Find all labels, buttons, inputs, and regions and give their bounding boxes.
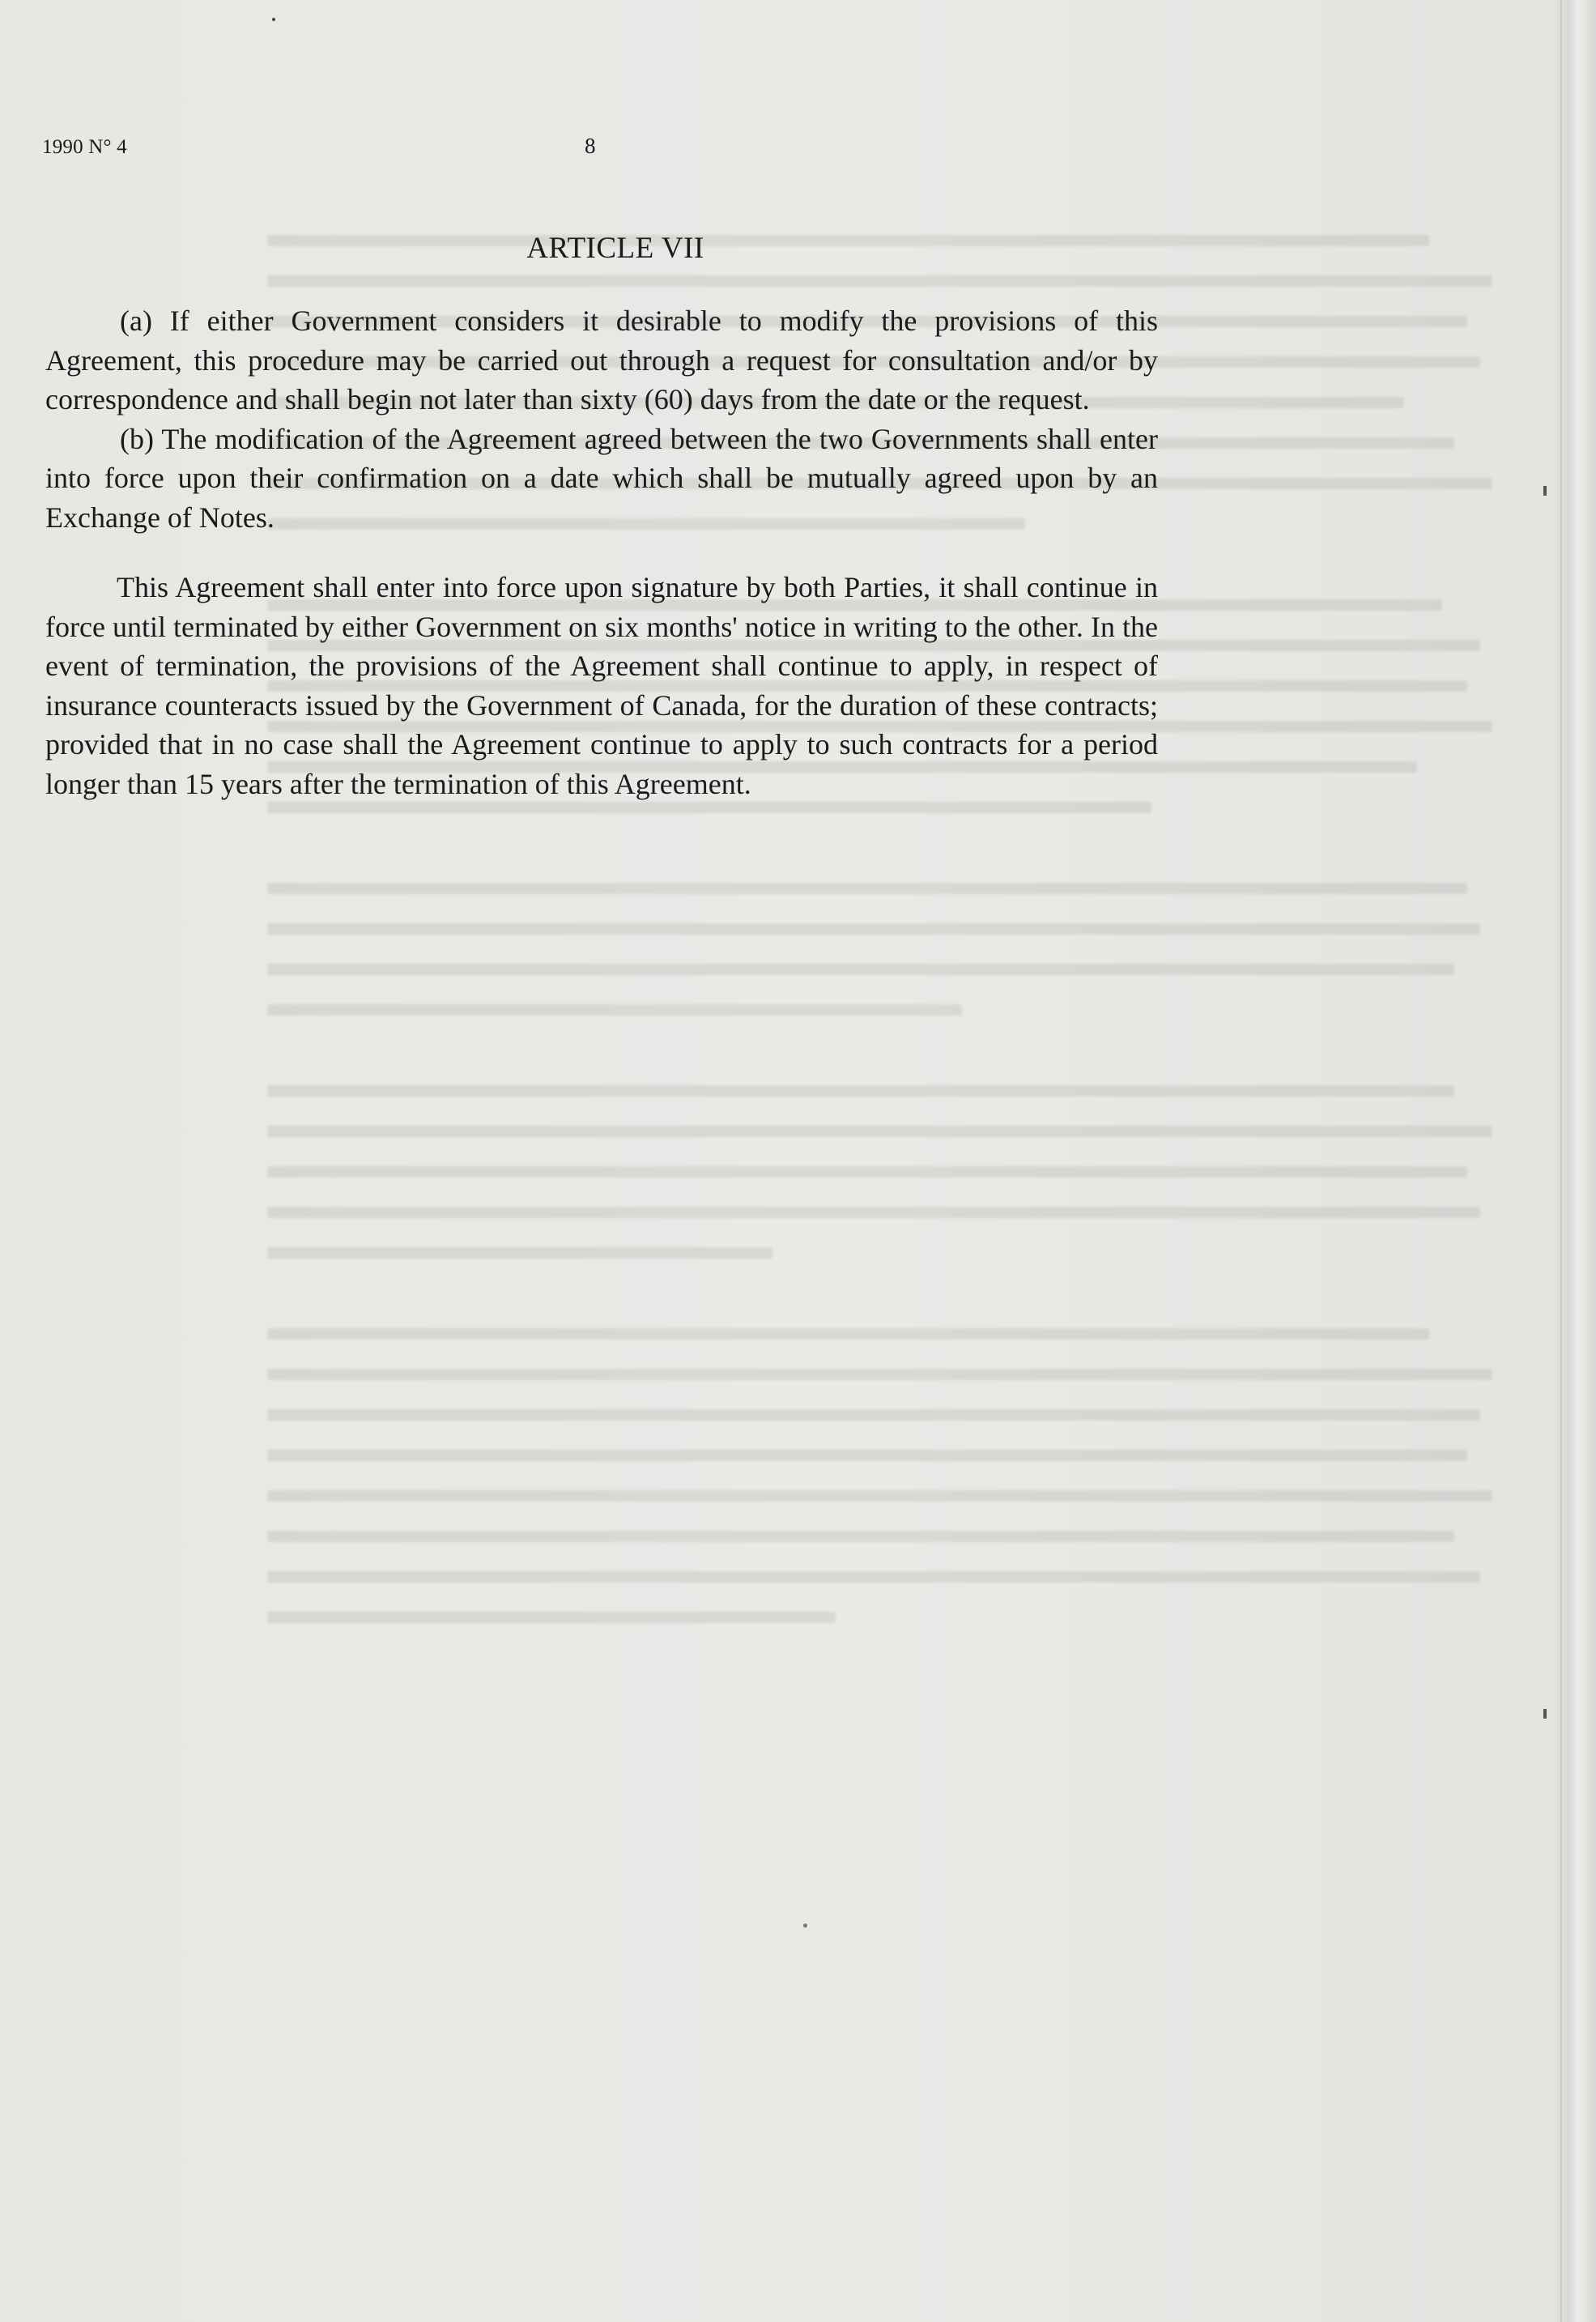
speck-mark xyxy=(272,18,275,21)
edge-tick-mark xyxy=(1543,486,1547,496)
paragraph-a: (a) If either Government considers it desirable to modify the provisions of this Agreement, this procedure may be carried out through a request for consultation and/or by correspondence and shall begin not later than sixty (60) days from the date or the request. xyxy=(45,305,1158,415)
paragraph-b: (b) The modification of the Agreement agreed between the two Governments shall enter into force upon their confirmation on a date which shall be mutually agreed upon by an Exchange of Notes. xyxy=(45,422,1158,534)
entry-into-force-paragraph: This Agreement shall enter into force upon signature by both Parties, it shall continue in force until terminated by either Government on six months' notice in writing to the other. In the event of termination, the provisions of the Agreement shall continue to apply, in respect of insurance counteracts issued by the Government of Canada, for the duration of these contracts; provided that in no case shall the Agreement continue to apply to such contracts for a period longer than 15 years after the termination of this Agreement. xyxy=(45,571,1158,800)
page-number: 8 xyxy=(585,134,596,158)
article-title: ARTICLE VII xyxy=(526,232,704,265)
binding-edge-shadow xyxy=(1551,0,1596,2322)
edge-tick-mark xyxy=(1543,1709,1547,1719)
speck-mark xyxy=(803,1924,807,1928)
binding-edge-line xyxy=(1560,0,1562,2322)
article-body xyxy=(45,301,1158,803)
document-reference: 1990 N° 4 xyxy=(42,136,127,158)
